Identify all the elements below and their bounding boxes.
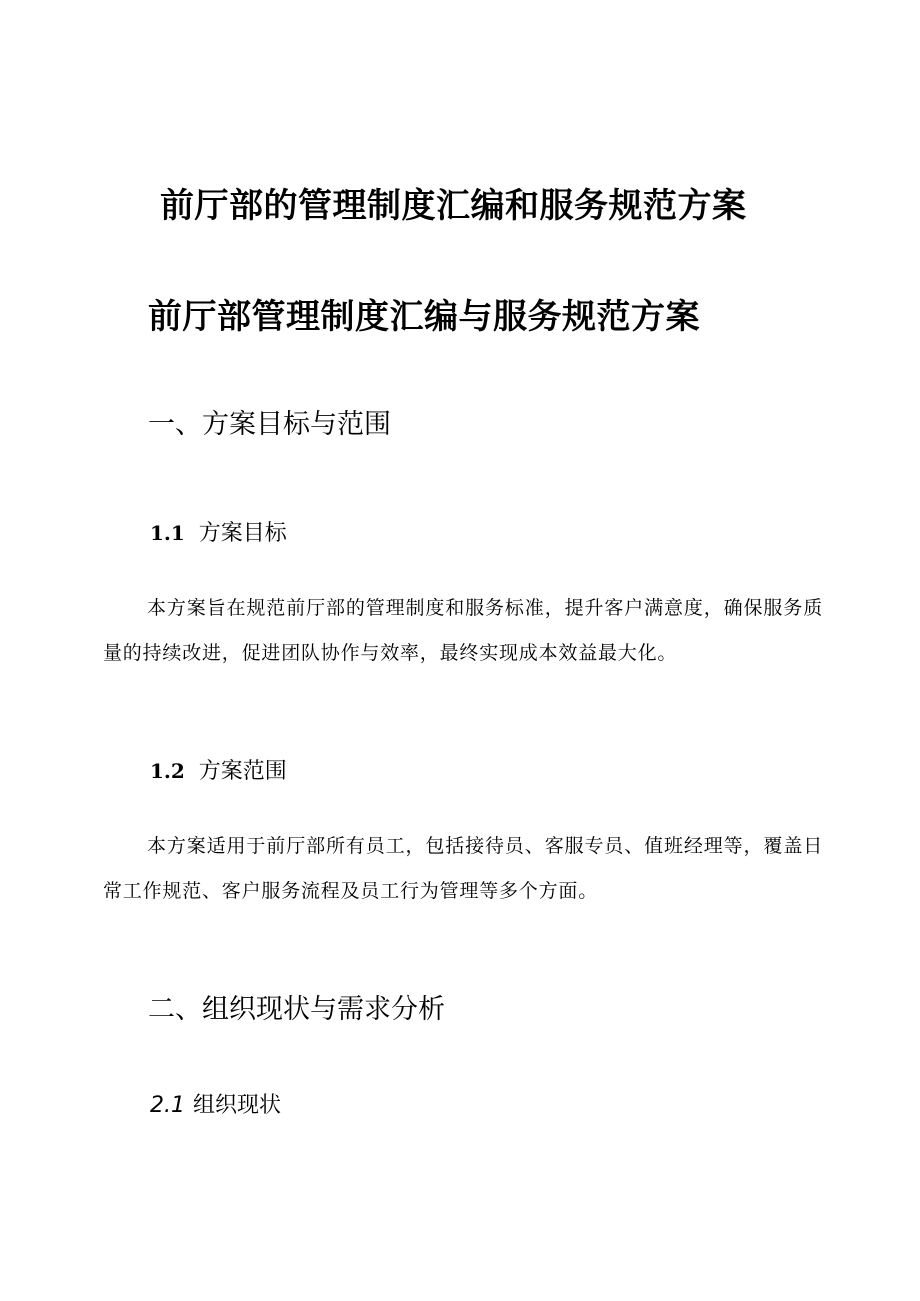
section-heading-1: 一、方案目标与范围 (148, 409, 391, 440)
subsection-number: 1.1 (150, 521, 185, 545)
subsection-number: 1.2 (150, 759, 185, 783)
subsection-title: 组织现状 (193, 1093, 282, 1118)
subsection-title: 方案目标 (198, 521, 287, 546)
paragraph-1-1: 本方案旨在规范前厅部的管理制度和服务标准，提升客户满意度，确保服务质量的持续改进，促进团队协作与效率，最终实现成本效益最大化。 (103, 597, 823, 664)
subsection-heading-1-2 (150, 754, 287, 785)
subsection-heading-1-1 (150, 516, 287, 547)
subsection-heading-2-1 (150, 1088, 281, 1119)
document-title: 前厅部的管理制度汇编和服务规范方案 (160, 186, 747, 226)
subsection-title: 方案范围 (198, 759, 287, 784)
document-subtitle: 前厅部管理制度汇编与服务规范方案 (148, 297, 700, 337)
paragraph-1-2: 本方案适用于前厅部所有员工，包括接待员、客服专员、值班经理等，覆盖日常工作规范、客户服务流程及员工行为管理等多个方面。 (103, 835, 823, 902)
subsection-number: 2.1 (150, 1093, 185, 1118)
section-heading-2: 二、组织现状与需求分析 (148, 994, 445, 1025)
